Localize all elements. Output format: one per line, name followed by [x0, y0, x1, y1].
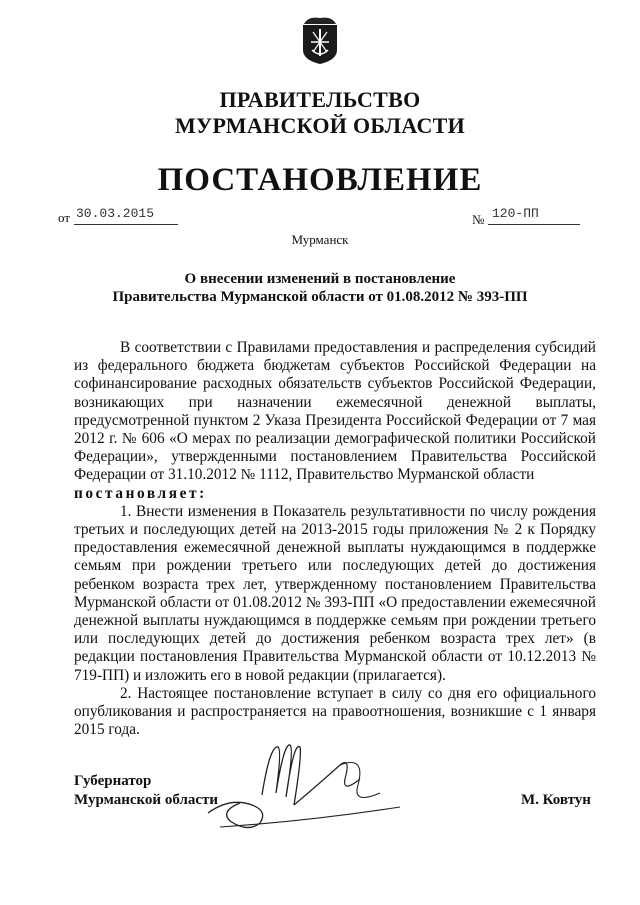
document-body — [74, 339, 596, 739]
date-label: от — [58, 210, 71, 225]
number-label: № — [472, 212, 485, 227]
item-2-paragraph: 2. Настоящее постановление вступает в силу со дня его официального опубликования и распространяется на правоотношения, возникшие с 1 января 2015 года. — [74, 684, 596, 739]
document-number: 120-ПП — [492, 206, 539, 221]
signatory-title-line1: Губернатор — [74, 773, 152, 789]
document-type-title: ПОСТАНОВЛЕНИЕ — [157, 162, 483, 198]
signatory-name: М. Ковтун — [521, 792, 591, 808]
coat-of-arms-icon — [300, 14, 340, 66]
city-name: Мурманск — [291, 232, 349, 247]
government-name-line2: МУРМАНСКОЙ ОБЛАСТИ — [174, 113, 466, 138]
subject-line1: О внесении изменений в постановление — [184, 271, 456, 287]
intro-paragraph: В соответствии с Правилами предоставления и распределения субсидий из федерального бюджета бюджетам субъектов Российской Федерации на софинансирование расходных обязательств субъектов Российской Федерации, возникающих при назначении ежемесячной денежной выплаты, предусмотренной пунктом 2 Указа Президента Российской Федерации от 7 мая 2012 г. № 606 «О мерах по реализации демографической политики Российской Федерации», утвержденными постановлением Правительства Российской Федерации от 31.10.2012 № 1112, Правительство Мурманской области — [74, 339, 596, 484]
signatory-title-line2: Мурманской области — [74, 792, 219, 808]
document-date: 30.03.2015 — [76, 206, 155, 221]
resolve-word: постановляет: — [74, 484, 207, 502]
handwritten-signature — [190, 735, 430, 835]
item-1-paragraph: 1. Внести изменения в Показатель результативности по числу рождения третьих и последующих детей на 2013-2015 годы приложения № 2 к Порядку предоставления ежемесячной денежной выплаты нуждающимся в поддержке семьям при рождении третьего или последующих детей до достижения ребенком возраста трех лет, утвержденному постановлением Правительства Мурманской области от 01.08.2012 № 393-ПП «О предоставлении ежемесячной денежной выплаты нуждающимся в поддержке семьям при рождении третьего или последующих детей до достижения ребенком возраста трех лет» (в редакции постановления Правительства Мурманской области от 10.12.2013 № 719-ПП) и изложить его в новой редакции (прилагается). — [74, 502, 596, 684]
subject-line2: Правительства Мурманской области от 01.08.2012 № 393-ПП — [112, 289, 528, 305]
government-name-line1: ПРАВИТЕЛЬСТВО — [219, 87, 421, 112]
